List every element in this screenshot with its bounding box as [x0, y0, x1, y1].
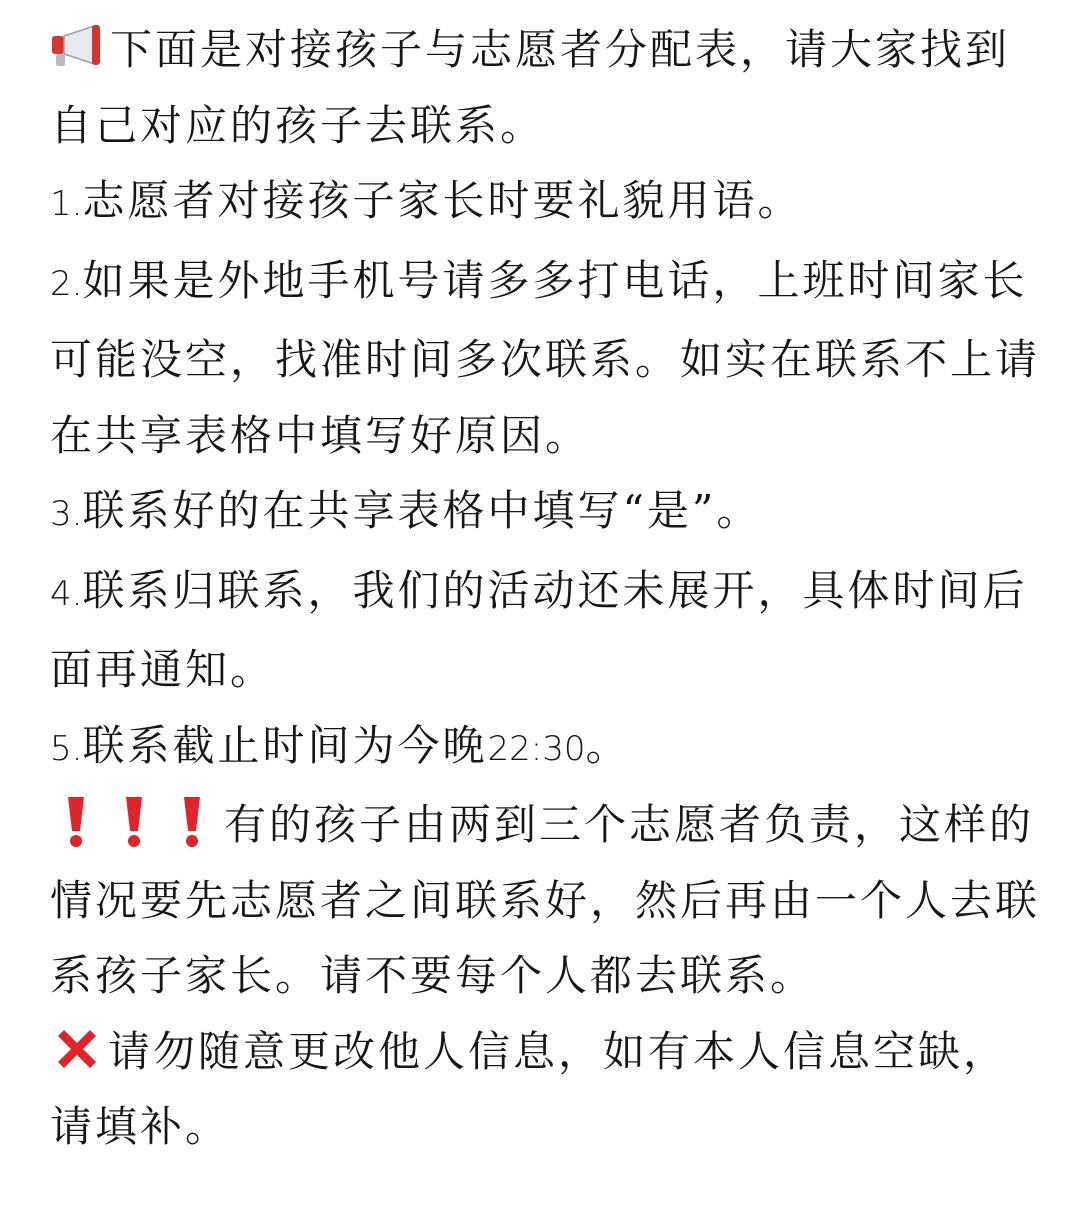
- rule-3-text: 联系好的在共享表格中填写“是”。: [82, 486, 762, 535]
- rule-5-time: 22:30: [487, 728, 586, 769]
- intro-paragraph: [50, 12, 1040, 163]
- rule-5-number: 5.: [50, 728, 83, 769]
- rule-2: [50, 243, 1040, 474]
- red-cross-icon: [50, 1022, 104, 1076]
- red-exclamation-icon: [166, 793, 218, 849]
- rule-4-number: 4.: [50, 573, 83, 614]
- rule-1-text: 志愿者对接孩子家长时要礼貌用语。: [82, 176, 803, 225]
- rule-5-end: 。: [585, 720, 631, 770]
- red-exclamation-icon: [108, 793, 160, 849]
- warning-text: 有的孩子由两到三个志愿者负责，这样的情况要先志愿者之间联系好，然后再由一个人去联系孩子家长。请不要每个人都去联系。: [50, 800, 1041, 1000]
- rule-3: [50, 473, 1040, 553]
- caution-paragraph: [50, 1014, 1040, 1165]
- rule-5: [50, 708, 1040, 788]
- notice-document: [50, 12, 1040, 1202]
- megaphone-icon: [50, 24, 106, 68]
- rule-4-text: 联系归联系，我们的活动还未展开，具体时间后面再通知。: [50, 565, 1028, 694]
- warning-paragraph: [50, 787, 1040, 1014]
- caution-text: 请勿随意更改他人信息，如有本人信息空缺，请填补。: [50, 1026, 1009, 1151]
- rule-2-text: 如果是外地手机号请多多打电话，上班时间家长可能没空，找准时间多次联系。如实在联系不上请在共享表格中填写好原因。: [50, 255, 1041, 460]
- rule-1-number: 1.: [50, 184, 83, 224]
- rule-5-text: 联系截止时间为今晚: [82, 720, 488, 770]
- rule-4: [50, 553, 1040, 708]
- red-exclamation-icon: [50, 793, 102, 849]
- rule-2-number: 2.: [50, 263, 83, 304]
- rule-3-number: 3.: [50, 494, 83, 534]
- intro-text: 下面是对接孩子与志愿者分配表，请大家找到自己对应的孩子去联系。: [50, 25, 1011, 150]
- rule-1: [50, 163, 1040, 243]
